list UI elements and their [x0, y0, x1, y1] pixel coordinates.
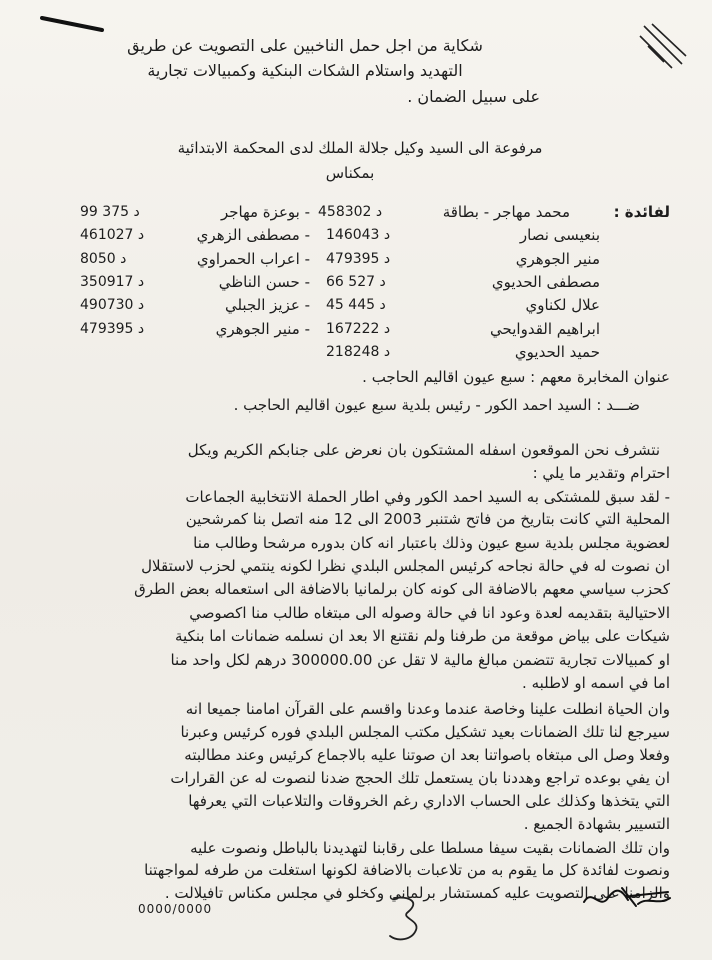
complainant-right-1-id: د 458302: [318, 204, 383, 220]
complainant-left-2: - مصطفى الزهري: [196, 226, 310, 244]
body3-line-1: وان تلك الضمانات بقيت سيفا مسلطا على رقابنا لتهديدنا بالباطل ونصوت عليه: [190, 839, 670, 857]
complainant-right-1: محمد مهاجر - بطاقة: [442, 203, 570, 221]
body2-line-6: التسيير بشهادة الجميع .: [523, 815, 670, 833]
body2-line-4: ان يفي بوعده تراجع وهددنا بان يستعمل تلك الحجج ضدنا لنصوت له عن القرارات: [170, 769, 670, 787]
handwritten-signature-right: [578, 882, 674, 916]
title-line-3: على سبيل الضمان .: [407, 87, 540, 106]
body-line-6: الاحتيالية بتقديمه لعدة وعود انا في حالة وصوله الى مبتغاه طالب منا اكصوصي: [189, 604, 670, 622]
address-line: عنوان المخابرة معهم : سبع عيون اقاليم الحاجب .: [362, 368, 670, 386]
complainant-right-3: منير الجوهري: [515, 250, 600, 268]
body-line-1: - لقد سبق للمشتكى به السيد احمد الكور وفي اطار الحملة الانتخابية الجماعات: [185, 488, 670, 506]
complainant-right-4: مصطفى الحديوي: [491, 273, 600, 291]
complainant-right-5-id: د 445 45: [326, 297, 386, 313]
body-line-4: ان نصوت له في حالة نجاحه كرئيس المجلس البلدي نظرا لكونه ينتمي لحزب لاستقلال: [141, 557, 670, 575]
top-left-pen-stroke: [40, 14, 104, 34]
complainant-right-7-id: د 218248: [326, 344, 391, 360]
body-line-9: اما في اسمه او لاطلبه .: [522, 674, 670, 692]
complainant-right-5: علال لكناوي: [525, 296, 600, 314]
handwritten-signature-middle: [380, 892, 440, 948]
complainant-right-2-id: د 146043: [326, 227, 391, 243]
intro-line-1: نتشرف نحن الموقعون اسفله المشتكون بان نعرض على جنابكم الكريم ويكل: [187, 441, 660, 459]
complainant-right-6: ابراهيم القدوايحي: [490, 320, 600, 338]
body3-line-3: والزامنا على التصويت عليه كمستشار برلماني وكخلو في مجلس مكناس تافيلالت .: [164, 884, 670, 902]
complainant-left-5: - عزيز الجبلي: [224, 296, 310, 314]
complainant-left-4-id: د 350917: [80, 274, 145, 290]
footer-amount: 0000/0000: [138, 902, 213, 916]
respondent-line: ضـــد : السيد احمد الكور - رئيس بلدية سبع عيون اقاليم الحاجب .: [233, 396, 640, 414]
complainant-left-3: - اعراب الحمراوي: [196, 250, 310, 268]
complainant-left-6: - منير الجوهري: [215, 320, 310, 338]
body2-line-1: وان الحياة انطلت علينا وخاصة عندما وعدنا واقسم على القرآن امامنا جميعا انه: [185, 700, 670, 718]
complainant-left-6-id: د 479395: [80, 321, 145, 337]
body-line-8: او كمبيالات تجارية تتضمن مبالغ مالية لا تقل عن 300000.00 درهم لكل واحد منا: [170, 651, 670, 669]
complainant-left-3-id: د 8050: [80, 251, 127, 267]
top-right-scribble-mark: [638, 22, 688, 70]
complainant-left-1: - بوعزة مهاجر: [220, 203, 310, 221]
complainant-right-7: حميد الحديوي: [514, 343, 600, 361]
body2-line-2: سيرجع لنا تلك الضمانات بعيد تشكيل مكتب المجلس البلدي فوره كرئيس وعبرنا: [180, 723, 670, 741]
complainant-right-3-id: د 479395: [326, 251, 391, 267]
body-line-7: شيكات على بياض موقعة من طرفنا ولم نقتنع الا بعد ان نسلمه ضمانات اما بنكية: [174, 627, 670, 645]
body3-line-2: ونصوت لفائدة كل ما يقوم به من تلاعبات بالاضافة لكونها استغلت من طرفه لمواجهتنا: [144, 861, 670, 879]
complainant-left-4: - حسن الناظي: [218, 273, 310, 291]
title-line-2: التهديد واستلام الشكات البنكية وكمبيالات تجارية: [147, 61, 463, 80]
body2-line-3: وفعلا وصل الى مبتغاه باصواتنا بعد ان صوتنا عليه بالاجماع كرئيس وعند مطالبته: [184, 746, 670, 764]
complainants-label: لفائدة :: [613, 203, 670, 221]
body-line-3: لعضوية مجلس بلدية سبع عيون وذلك باعتبار انه كان بدوره مرشحا وطالب منا: [193, 534, 670, 552]
complainant-left-1-id: د 375 99: [80, 204, 140, 220]
addressee-line-2: بمكناس: [325, 164, 375, 182]
body-line-2: المحلية التي كانت بتاريخ من فاتح شتنبر 2003 الى 12 منه اتصل بنا كمرشحين: [185, 510, 670, 528]
complainant-left-5-id: د 490730: [80, 297, 145, 313]
complainant-right-6-id: د 167222: [326, 321, 391, 337]
complainant-right-4-id: د 527 66: [326, 274, 386, 290]
complainant-right-2: بنعيسى نصار: [519, 226, 600, 244]
title-line-1: شكاية من اجل حمل الناخبين على التصويت عن طريق: [127, 36, 483, 55]
addressee-line-1: مرفوعة الى السيد وكيل جلالة الملك لدى المحكمة الابتدائية: [177, 139, 543, 157]
complainant-left-2-id: د 461027: [80, 227, 145, 243]
body2-line-5: التي يتخذها وكذلك على الحساب الاداري رغم الخروقات والتلاعبات التي يعرفها: [188, 792, 670, 810]
intro-line-2: احترام وتقدير ما يلي :: [532, 464, 670, 482]
body-line-5: كحزب سياسي معهم بالاضافة الى كونه كان برلمانيا بالاضافة الى استعماله بعض الطرق: [134, 580, 670, 598]
